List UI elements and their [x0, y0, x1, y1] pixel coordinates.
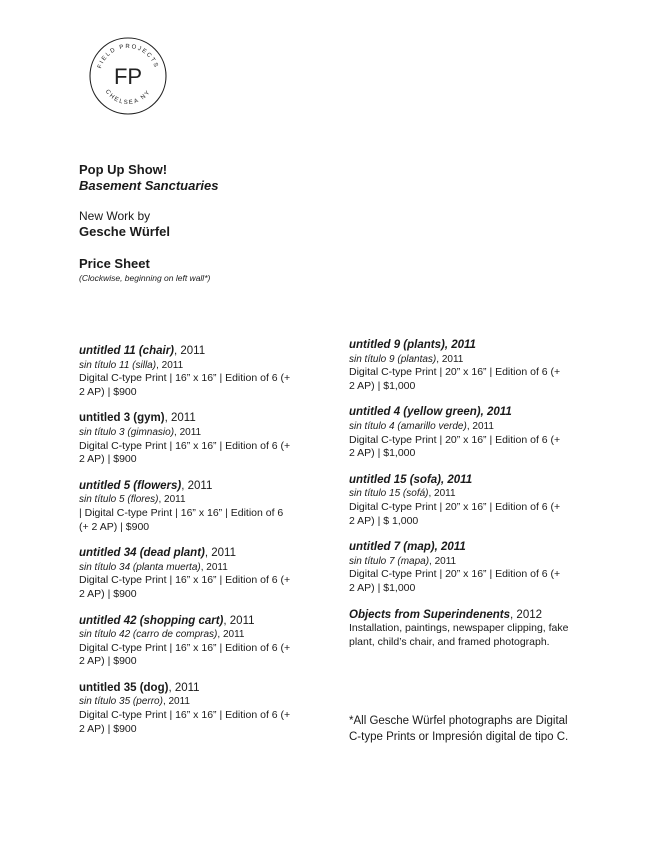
work-entry	[79, 682, 319, 736]
work-spec-line: 2 AP) | $1,000	[349, 581, 416, 594]
work-spanish-title: sin título 11 (silla), 2011	[79, 359, 184, 371]
work-title: untitled 5 (flowers), 2011	[79, 479, 213, 492]
work-spec-line: Digital C-type Print | 20” x 16” | Edition of 6 (+	[349, 366, 561, 379]
new-work-label: New Work by	[79, 209, 151, 223]
work-spanish-title: sin título 7 (mapa), 2011	[349, 555, 457, 567]
work-spanish-title: sin título 9 (plantas), 2011	[349, 353, 464, 365]
work-spec-line: Digital C-type Print | 16” x 16” | Edition of 6 (+	[79, 439, 291, 452]
work-spanish-title: sin título 4 (amarillo verde), 2011	[349, 420, 494, 432]
work-spanish-title: sin título 5 (flores), 2011	[79, 494, 186, 506]
work-spec-line: 2 AP) | $ 1,000	[349, 514, 419, 527]
work-entry	[349, 541, 594, 595]
work-entry	[349, 474, 594, 528]
field-projects-logo	[86, 34, 170, 118]
work-spec-line: 2 AP) | $900	[79, 722, 137, 735]
work-title: untitled 15 (sofa), 2011	[349, 473, 473, 486]
left-column	[79, 345, 319, 749]
work-entry	[349, 406, 594, 460]
work-spec-line: 2 AP) | $900	[79, 655, 137, 668]
work-spec-line: 2 AP) | $900	[79, 587, 137, 600]
footnote	[349, 713, 599, 745]
work-title: untitled 11 (chair), 2011	[79, 345, 206, 357]
header-block	[79, 162, 379, 285]
work-title: untitled 7 (map), 2011	[349, 541, 466, 554]
work-title: untitled 3 (gym), 2011	[79, 412, 196, 425]
svg-text:FIELD PROJECTS: FIELD PROJECTS	[97, 43, 159, 70]
work-spec-line: Digital C-type Print | 16” x 16” | Edition of 6 (+	[79, 641, 291, 654]
logo-seal-icon	[86, 34, 170, 118]
objects-description: Installation, paintings, newspaper clipping, fake	[349, 622, 569, 635]
work-title: untitled 9 (plants), 2011	[349, 339, 476, 351]
objects-title: Objects from Superindenents, 2012	[349, 608, 543, 621]
work-spanish-title: sin título 35 (perro), 2011	[79, 696, 190, 708]
footnote-line: C-type Prints or Impresión digital de tipo C.	[349, 731, 569, 743]
show-title: Pop Up Show!	[79, 162, 168, 177]
work-spec-line: Digital C-type Print | 16” x 16” | Edition of 6 (+	[79, 372, 291, 385]
work-spec-line: Digital C-type Print | 20” x 16” | Edition of 6 (+	[349, 500, 561, 513]
svg-text:CHELSEA NY: CHELSEA NY	[103, 88, 153, 107]
objects-entry	[349, 609, 594, 650]
work-spec-line: 2 AP) | $1,000	[349, 447, 416, 460]
work-spanish-title: sin título 34 (planta muerta), 2011	[79, 561, 228, 573]
show-subtitle: Basement Sanctuaries	[79, 178, 219, 193]
right-column	[349, 339, 594, 662]
work-entry	[349, 339, 594, 393]
work-spanish-title: sin título 15 (sofá), 2011	[349, 488, 456, 500]
work-spanish-title: sin título 3 (gimnasio), 2011	[79, 426, 202, 438]
work-title: untitled 4 (yellow green), 2011	[349, 406, 512, 419]
work-spec-line: Digital C-type Print | 16” x 16” | Edition of 6 (+	[79, 709, 291, 722]
work-entry	[79, 412, 319, 466]
footnote-line: *All Gesche Würfel photographs are Digital	[349, 715, 568, 727]
work-entry	[79, 480, 319, 534]
work-spec-line: Digital C-type Print | 20” x 16” | Edition of 6 (+	[349, 433, 561, 446]
work-entry	[79, 547, 319, 601]
work-spanish-title: sin título 42 (carro de compras), 2011	[79, 629, 245, 641]
work-spec-line: 2 AP) | $900	[79, 385, 137, 398]
work-spec-line: Digital C-type Print | 20” x 16” | Edition of 6 (+	[349, 568, 561, 581]
work-spec-line: (+ 2 AP) | $900	[79, 520, 150, 533]
work-title: untitled 35 (dog), 2011	[79, 681, 200, 694]
price-sheet-heading: Price Sheet	[79, 256, 150, 271]
svg-text:FP: FP	[113, 64, 143, 89]
work-spec-line: 2 AP) | $1,000	[349, 379, 416, 392]
work-spec-line: 2 AP) | $900	[79, 453, 137, 466]
objects-description: plant, child’s chair, and framed photograph.	[349, 635, 550, 648]
price-sheet-note: (Clockwise, beginning on left wall*)	[79, 273, 211, 283]
work-title: untitled 42 (shopping cart), 2011	[79, 614, 255, 627]
work-entry	[79, 615, 319, 669]
work-spec-line: | Digital C-type Print | 16” x 16” | Edition of 6	[79, 506, 284, 519]
artist-name: Gesche Würfel	[79, 224, 171, 239]
work-spec-line: Digital C-type Print | 16” x 16” | Edition of 6 (+	[79, 574, 291, 587]
work-entry	[79, 345, 319, 399]
work-title: untitled 34 (dead plant), 2011	[79, 547, 236, 560]
